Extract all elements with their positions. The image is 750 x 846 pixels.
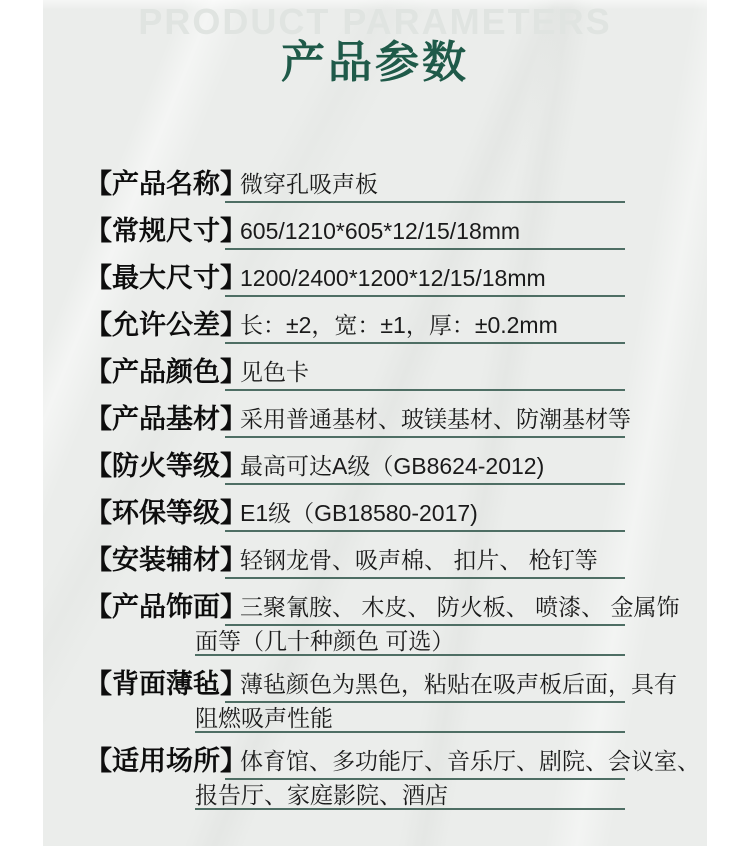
param-row-tolerance — [85, 309, 625, 344]
param-value — [225, 262, 625, 297]
param-row-back-felt — [85, 668, 677, 733]
param-row-max-size — [85, 262, 625, 297]
param-value-line: 1200/2400*1200*12/15/18mm — [225, 262, 625, 297]
param-value-line: 阻燃吸声性能 — [195, 705, 625, 733]
param-row-product-name — [85, 168, 625, 203]
param-label: 【安装辅材】 — [85, 545, 247, 575]
param-value — [225, 356, 625, 391]
param-value — [225, 450, 625, 485]
parameter-list — [43, 168, 707, 810]
param-value — [225, 309, 625, 344]
watermark-text: PRODUCT PARAMETERS — [138, 1, 612, 42]
param-value — [195, 668, 677, 733]
param-row-eco-rating — [85, 497, 625, 532]
param-label: 【背面薄毡】 — [85, 669, 247, 699]
param-value-line: 采用普通基材、玻镁基材、防潮基材等 — [225, 403, 625, 438]
param-value-line: 长：±2，宽：±1，厚：±0.2mm — [225, 309, 625, 344]
param-label: 【适用场所】 — [85, 746, 247, 776]
param-row-surface-finish — [85, 591, 680, 656]
param-label: 【环保等级】 — [85, 498, 247, 528]
param-row-base-material — [85, 403, 631, 438]
param-value — [225, 544, 625, 579]
param-value-line: 三聚氰胺、 木皮、 防火板、 喷漆、 金属饰 — [225, 591, 625, 626]
param-row-fire-rating — [85, 450, 625, 485]
param-value-line: 605/1210*605*12/15/18mm — [225, 215, 625, 250]
param-value — [195, 745, 700, 810]
param-value-line: 微穿孔吸声板 — [225, 168, 625, 203]
param-value — [225, 497, 625, 532]
param-value — [225, 403, 631, 438]
param-value-line: 体育馆、多功能厅、音乐厅、剧院、会议室、 — [225, 745, 625, 780]
param-value-line: 报告厅、家庭影院、酒店 — [195, 782, 625, 810]
param-value-line: 轻钢龙骨、吸声棉、 扣片、 枪钉等 — [225, 544, 625, 579]
param-label: 【产品饰面】 — [85, 592, 247, 622]
marble-panel — [43, 0, 707, 846]
param-value — [225, 168, 625, 203]
param-value-line: 最高可达A级（GB8624-2012) — [225, 450, 625, 485]
param-label: 【常规尺寸】 — [85, 216, 247, 246]
param-value — [225, 215, 625, 250]
param-row-install-accessories — [85, 544, 625, 579]
param-value — [195, 591, 680, 656]
param-label: 【最大尺寸】 — [85, 263, 247, 293]
param-label: 【产品名称】 — [85, 169, 247, 199]
param-value-line: 薄毡颜色为黑色，粘贴在吸声板后面，具有 — [225, 668, 625, 703]
param-label: 【允许公差】 — [85, 310, 247, 340]
param-value-line: E1级（GB18580-2017) — [225, 497, 625, 532]
param-label: 【产品颜色】 — [85, 357, 247, 387]
param-row-color — [85, 356, 625, 391]
param-label: 【防火等级】 — [85, 451, 247, 481]
param-row-standard-size — [85, 215, 625, 250]
param-value-line: 面等（几十种颜色 可选） — [195, 628, 625, 656]
param-label: 【产品基材】 — [85, 404, 247, 434]
page-title: 产品参数 — [281, 38, 469, 87]
param-row-application-places — [85, 745, 700, 810]
param-value-line: 见色卡 — [225, 356, 625, 391]
